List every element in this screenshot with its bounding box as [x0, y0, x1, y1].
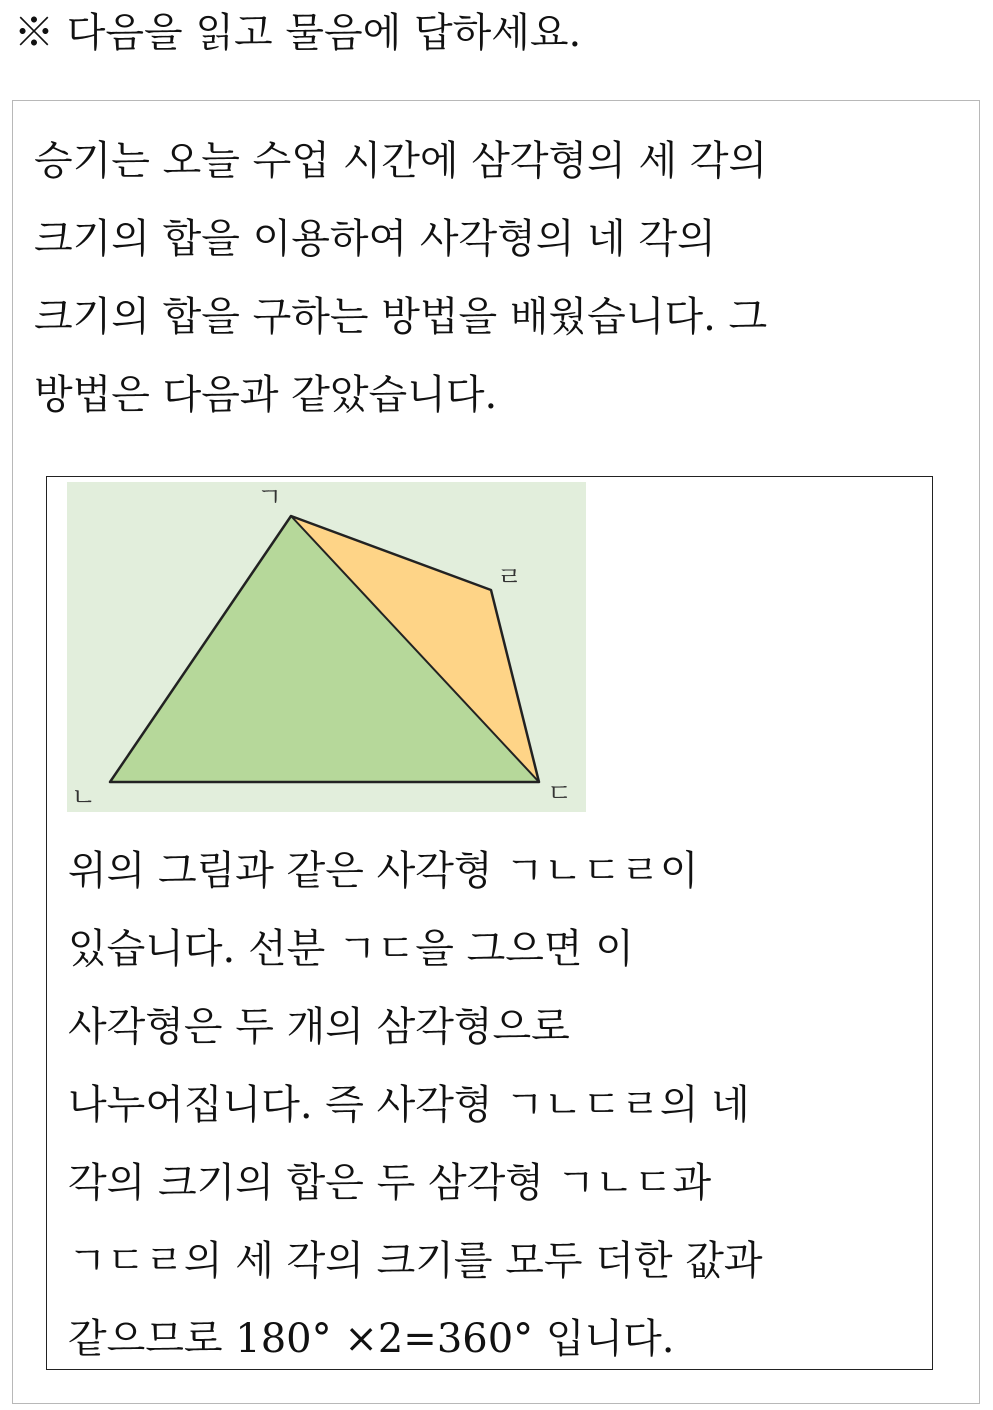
instruction-text: ※ 다음을 읽고 물음에 답하세요.: [14, 10, 582, 56]
intro-line: 크기의 합을 구하는 방법을 배웠습니다. 그: [34, 294, 768, 340]
explanation-paragraph: [68, 832, 928, 1378]
explain-line: ㄱㄷㄹ의 세 각의 크기를 모두 더한 값과: [68, 1238, 763, 1284]
quadrilateral-figure: [67, 482, 586, 812]
explain-line: 사각형은 두 개의 삼각형으로: [68, 1004, 570, 1050]
explain-line: 각의 크기의 합은 두 삼각형 ㄱㄴㄷ과: [68, 1160, 712, 1206]
intro-paragraph: [34, 122, 964, 434]
intro-line: 방법은 다음과 같았습니다.: [34, 372, 498, 418]
vertex-label-c: ㄷ: [547, 779, 573, 809]
intro-line: 승기는 오늘 수업 시간에 삼각형의 세 각의: [34, 138, 768, 184]
explain-line: 같으므로 180° ×2=360° 입니다.: [68, 1316, 675, 1362]
quadrilateral-diagram: [67, 482, 586, 812]
vertex-label-a: ㄱ: [257, 483, 283, 513]
vertex-label-b: ㄴ: [71, 783, 97, 812]
explain-line: 있습니다. 선분 ㄱㄷ을 그으면 이: [68, 926, 634, 972]
intro-line: 크기의 합을 이용하여 사각형의 네 각의: [34, 216, 716, 262]
explain-line: 나누어집니다. 즉 사각형 ㄱㄴㄷㄹ의 네: [68, 1082, 750, 1128]
vertex-label-d: ㄹ: [497, 563, 523, 593]
explain-line: 위의 그림과 같은 사각형 ㄱㄴㄷㄹ이: [68, 848, 699, 894]
